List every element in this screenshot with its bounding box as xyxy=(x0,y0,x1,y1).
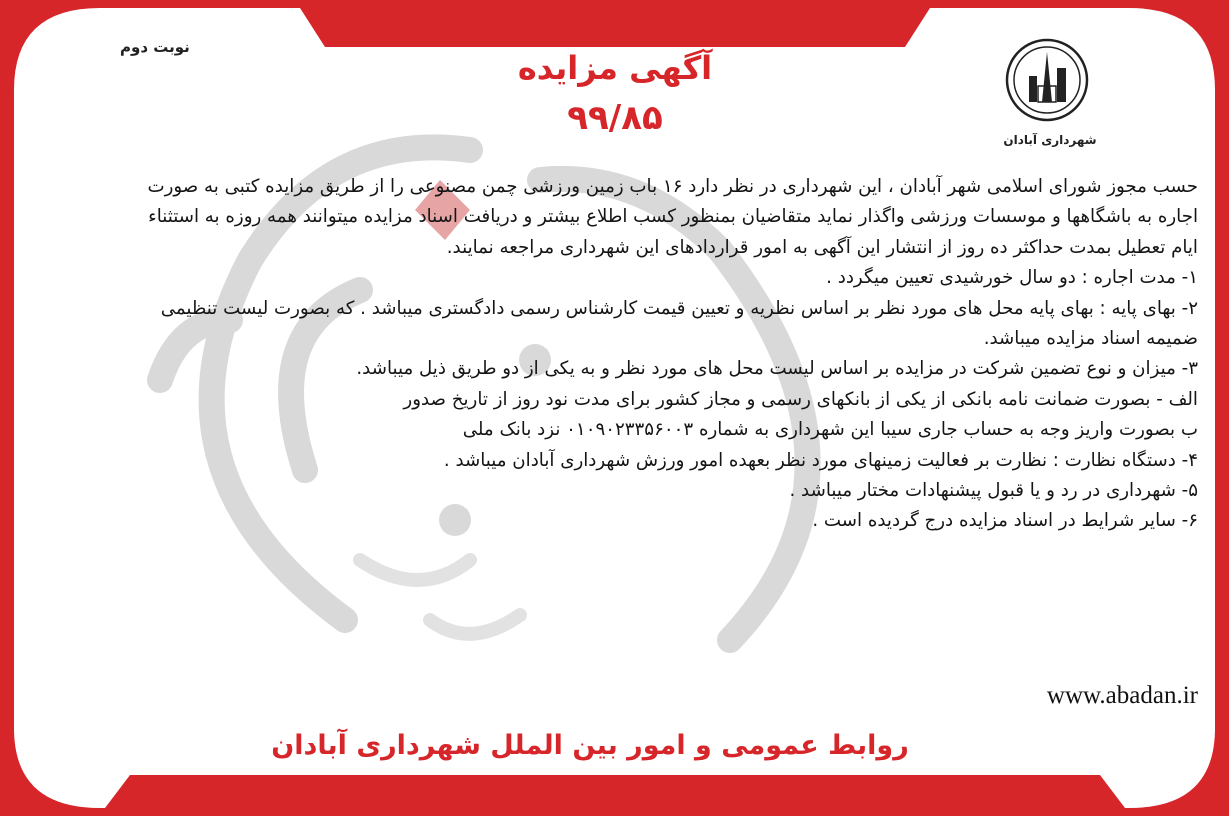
notice-number: ۹۹/۸۵ xyxy=(567,98,663,138)
logo-caption: شهرداری آبادان xyxy=(1003,133,1097,147)
item-3-option-a: الف - بصورت ضمانت نامه بانکی از یکی از بانکهای رسمی و مجاز کشور برای مدت نود روز از تاریخ صدور xyxy=(403,388,1198,410)
item-2-line-1: ۲- بهای پایه : بهای پایه محل های مورد نظر بر اساس نظریه و تعیین قیمت کارشناس رسمی دادگستری میباشد . که بصورت لیست تنظیمی xyxy=(160,297,1198,319)
item-3: ۳- میزان و نوع تضمین شرکت در مزایده بر اساس لیست محل های مورد نظر و به یکی از دو طریق ذیل میباشد. xyxy=(356,358,1198,380)
website-link[interactable]: www.abadan.ir xyxy=(1046,682,1198,709)
notice-title: آگهی مزایده xyxy=(517,49,713,87)
intro-line-1: حسب مجوز شورای اسلامی شهر آبادان ، این شهرداری در نظر دارد ۱۶ باب زمین ورزشی چمن مصنوعی را از طریق مزایده کتبی به صورت xyxy=(147,176,1198,197)
round-label: نوبت دوم xyxy=(120,38,190,56)
municipality-logo-icon xyxy=(1005,38,1089,122)
item-3-option-b: ب بصورت واریز وجه به حساب جاری سیبا این شهرداری به شماره ۰۱۰۹۰۲۳۳۵۶۰۰۳ نزد بانک ملی xyxy=(462,419,1198,441)
item-6: ۶- سایر شرایط در اسناد مزایده درج گردیده است . xyxy=(812,510,1198,532)
footer-department: روابط عمومی و امور بین الملل شهرداری آبادان xyxy=(271,730,909,761)
notice-body xyxy=(24,172,1198,537)
item-2-line-2: ضمیمه اسناد مزایده میباشد. xyxy=(983,328,1198,350)
item-4: ۴- دستگاه نظارت : نظارت بر فعالیت زمینهای مورد نظر بعهده امور ورزش شهرداری آبادان میباشد . xyxy=(443,449,1198,471)
item-5: ۵- شهرداری در رد و یا قبول پیشنهادات مختار میباشد . xyxy=(789,480,1198,502)
item-1: ۱- مدت اجاره : دو سال خورشیدی تعیین میگردد . xyxy=(826,267,1198,289)
intro-line-2: اجاره به باشگاهها و موسسات ورزشی واگذار نماید متقاضیان بمنظور کسب اطلاع بیشتر و دریافت اسناد مزایده میتوانند همه روزه به استثناء xyxy=(148,206,1198,228)
intro-line-3: ایام تعطیل بمدت حداکثر ده روز از انتشار این آگهی به امور قراردادهای این شهرداری مراجعه نمایند. xyxy=(446,236,1198,258)
